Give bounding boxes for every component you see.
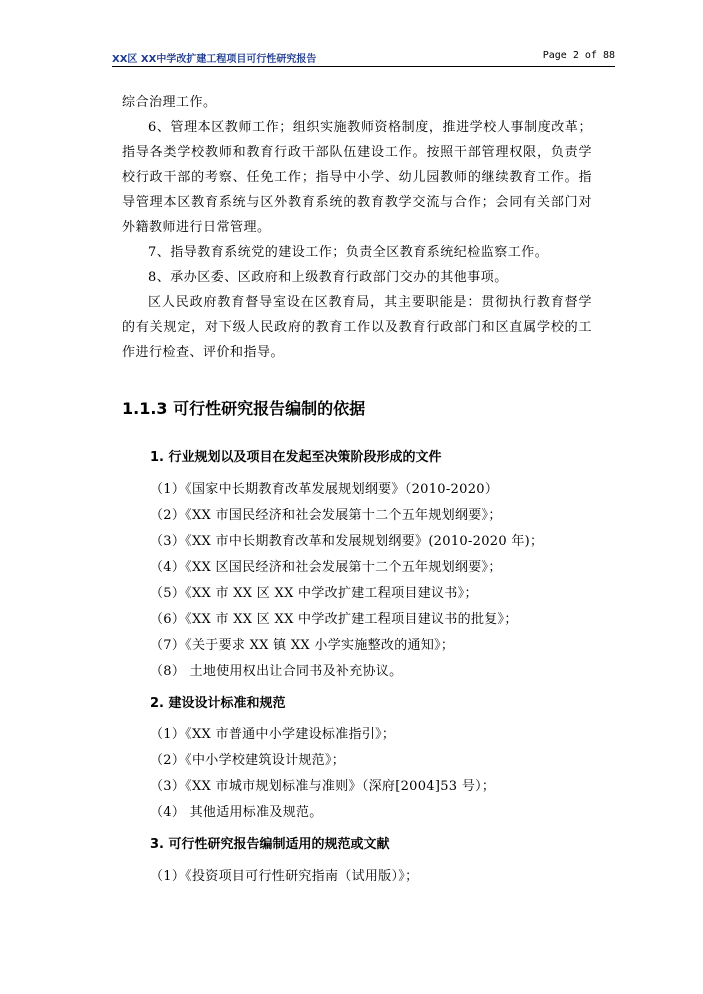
section-heading: 1.1.3 可行性研究报告编制的依据 [122, 399, 366, 418]
list-item: （2）《XX 市国民经济和社会发展第十二个五年规划纲要》； [150, 508, 502, 523]
header-page-number: Page 2 of 88 [542, 50, 615, 61]
list-item: （4）《XX 区国民经济和社会发展第十二个五年规划纲要》； [150, 560, 502, 575]
list-item: （7）《关于要求 XX 镇 XX 小学实施整改的通知》； [150, 638, 455, 653]
header-title: XX区 XX中学改扩建工程项目可行性研究报告 [112, 54, 317, 65]
list-item: （5）《XX 市 XX 区 XX 中学改扩建工程项目建议书》； [150, 586, 478, 601]
subsection-heading: 3. 可行性研究报告编制适用的规范或文献 [150, 837, 390, 852]
list-item: （1）《XX 市普通中小学建设标准指引》； [150, 727, 396, 742]
list-item: （6）《XX 市 XX 区 XX 中学改扩建工程项目建议书的批复》； [150, 612, 518, 627]
paragraph: 7、指导教育系统党的建设工作；负责全区教育系统纪检监察工作。 [148, 245, 549, 260]
list-item: （2）《中小学校建筑设计规范》； [150, 753, 346, 768]
subsection-heading: 2. 建设设计标准和规范 [150, 696, 286, 711]
paragraph: 区人民政府教育督导室设在区教育局，其主要职能是：贯彻执行教育督学的有关规定，对下级人民政府的教育工作以及教育行政部门和区直属学校的工作进行检查、评价和指导。 [122, 295, 592, 360]
page-header [112, 50, 615, 67]
list-item: （8） 土地使用权出让合同书及补充协议。 [150, 664, 403, 679]
paragraph: 8、承办区委、区政府和上级教育行政部门交办的其他事项。 [148, 270, 508, 285]
list-item: （4） 其他适用标准及规范。 [150, 805, 323, 820]
list-item: （3）《XX 市城市规划标准与准则》（深府[2004]53 号）； [150, 779, 496, 794]
list-item: （1）《国家中长期教育改革发展规划纲要》（2010-2020） [150, 482, 499, 497]
body-text [122, 90, 592, 365]
paragraph: 综合治理工作。 [122, 95, 217, 110]
paragraph: 6、管理本区教师工作；组织实施教师资格制度，推进学校人事制度改革；指导各类学校教师和教育行政干部队伍建设工作。按照干部管理权限，负责学校行政干部的考察、任免工作；指导中小学、幼儿园教师的继续教育工作。指导管理本区教育系统与区外教育系统的教育教学交流与合作；会同有关部门对外籍教师进行日常管理。 [122, 120, 592, 235]
list-item: （3）《XX 市中长期教育改革和发展规划纲要》(2010-2020 年)； [150, 534, 544, 549]
list-item: （1）《投资项目可行性研究指南（试用版）》； [150, 869, 419, 884]
subsection-heading: 1. 行业规划以及项目在发起至决策阶段形成的文件 [150, 450, 442, 465]
